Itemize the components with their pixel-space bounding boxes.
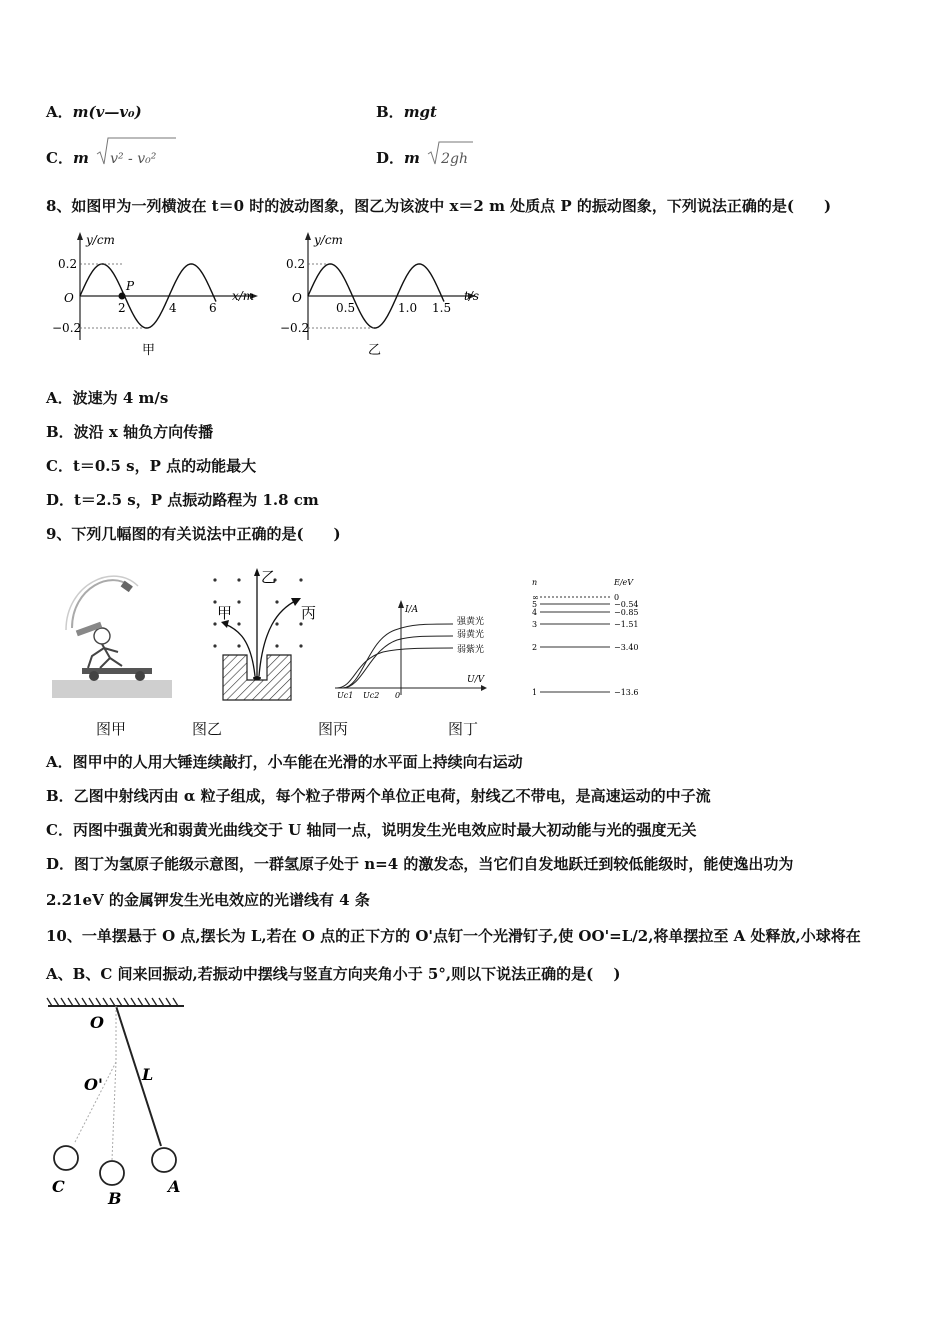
q10-stem-line1: 10、一单摆悬于 O 点,摆长为 L,若在 O 点的正下方的 O'点钉一个光滑钉子,使 OO'=L/2,将单摆拉至 A 处释放,小球将在 — [46, 927, 861, 945]
option-label: C． — [46, 149, 73, 167]
q8-option-b: B．波沿 x 轴负方向传播 — [46, 423, 214, 441]
field-dot — [275, 644, 278, 647]
t-tick-15: 1.5 — [432, 301, 452, 315]
origin-label: 0 — [395, 691, 401, 700]
level-n: 5 — [532, 600, 538, 609]
origin-label: O — [64, 291, 74, 305]
figure-caption: 乙 — [368, 343, 382, 358]
label-o-prime: O' — [84, 1075, 103, 1094]
field-dot — [213, 578, 216, 581]
uc1-label: Uc1 — [337, 691, 354, 700]
q8-figure-b — [278, 232, 498, 358]
string-b — [112, 1062, 116, 1160]
curve-weak-violet — [337, 648, 453, 688]
ceiling-hatch — [103, 998, 108, 1006]
option-text: m — [72, 149, 89, 167]
q7-option-a — [46, 102, 142, 122]
x-axis-label: t/s — [464, 289, 480, 303]
point-p-label: P — [126, 279, 135, 293]
ceiling-hatch — [54, 998, 59, 1006]
q9-option-a: A．图甲中的人用大锤连续敲打，小车能在光滑的水平面上持续向右运动 — [46, 753, 523, 771]
ceiling-hatch — [75, 998, 80, 1006]
label-yi: 乙 — [261, 568, 277, 586]
q7-option-c — [46, 148, 156, 169]
field-dot — [237, 622, 240, 625]
label-b: B — [108, 1189, 122, 1208]
level-energy: −13.6 — [614, 688, 639, 697]
t-tick-05: 0.5 — [336, 301, 356, 315]
origin-label: O — [292, 291, 302, 305]
x-tick-4: 4 — [169, 301, 177, 315]
point-p-marker — [119, 293, 126, 300]
option-text: m — [404, 149, 420, 167]
ceiling-hatch — [145, 998, 150, 1006]
ceiling-hatch — [61, 998, 66, 1006]
field-dot — [299, 578, 302, 581]
ceiling-hatch — [152, 998, 157, 1006]
caption-fig-yi: 图乙 — [192, 720, 223, 738]
sqrt-radicand: v² - v₀² — [110, 151, 157, 167]
label-jia: 甲 — [217, 604, 233, 622]
y-tick-top: 0.2 — [58, 257, 78, 271]
q9-figure-photoelectric — [335, 600, 495, 700]
label-o: O — [90, 1013, 104, 1032]
level-energy: 0 — [614, 593, 620, 602]
figure-caption: 甲 — [142, 343, 156, 358]
field-dot — [237, 600, 240, 603]
option-label: A． — [46, 103, 73, 121]
curve-strong-yellow — [343, 624, 453, 688]
ball-b — [100, 1161, 124, 1185]
x-tick-2: 2 — [118, 301, 126, 315]
level-energy: −0.54 — [614, 600, 639, 609]
label-l: L — [142, 1065, 154, 1084]
q9-option-b: B．乙图中射线丙由 α 粒子组成，每个粒子带两个单位正电荷，射线乙不带电，是高速运动的中子流 — [46, 787, 711, 805]
level-n: 2 — [532, 643, 538, 652]
field-dot — [299, 644, 302, 647]
option-label: D． — [376, 149, 405, 167]
curve-weak-yellow — [343, 636, 453, 688]
x-tick-6: 6 — [209, 301, 217, 315]
q7-option-d — [376, 148, 468, 169]
label-a: A — [168, 1177, 181, 1196]
sqrt-radicand: 2gh — [441, 151, 469, 167]
ceiling-hatch — [68, 998, 73, 1006]
ceiling-hatch — [166, 998, 171, 1006]
ceiling-hatch — [173, 998, 178, 1006]
label-strong-yellow: 强黄光 — [457, 617, 485, 627]
ceiling-hatch — [117, 998, 122, 1006]
q9-figure-energy-levels — [530, 575, 660, 705]
x-axis-label: U/V — [467, 675, 485, 685]
ceiling-hatch — [82, 998, 87, 1006]
q9-option-c: C．丙图中强黄光和弱黄光曲线交于 U 轴同一点，说明发生光电效应时最大初动能与光的强度无关 — [46, 821, 697, 839]
label-bing: 丙 — [301, 604, 317, 622]
ball-c — [54, 1146, 78, 1170]
ceiling-hatch — [47, 998, 52, 1006]
caption-fig-bing: 图丙 — [318, 720, 349, 738]
level-energy: −0.85 — [614, 608, 639, 617]
q9-figure-radiation — [205, 560, 330, 705]
col-n: n — [532, 578, 538, 587]
q10-pendulum-figure — [44, 996, 194, 1211]
option-text: m(v—v₀) — [72, 103, 142, 121]
field-dot — [275, 622, 278, 625]
field-dot — [213, 644, 216, 647]
ground — [52, 680, 172, 698]
y-axis-label: y/cm — [314, 233, 343, 247]
q7-option-b — [376, 102, 437, 122]
ceiling-hatch — [138, 998, 143, 1006]
field-dot — [213, 622, 216, 625]
q8-figure-a — [50, 232, 270, 358]
person-head — [94, 628, 110, 644]
level-n: ∞ — [532, 593, 539, 602]
q9-stem: 9、下列几幅图的有关说法中正确的是( ) — [46, 525, 341, 543]
y-axis-label: I/A — [405, 605, 419, 615]
col-e: E/eV — [614, 578, 634, 587]
y-axis-label: y/cm — [86, 233, 115, 247]
caption-fig-ding: 图丁 — [448, 720, 479, 738]
ceiling-hatch — [110, 998, 115, 1006]
x-axis-label: x/m — [232, 289, 255, 303]
q10-stem-line2: A、B、C 间来回振动,若振动中摆线与竖直方向夹角小于 5°,则以下说法正确的是( ) — [46, 965, 621, 983]
ceiling-hatch — [124, 998, 129, 1006]
field-dot — [237, 644, 240, 647]
q9-figure-hammer — [52, 558, 177, 703]
sqrt-sign-icon — [96, 136, 110, 166]
y-tick-bottom: −0.2 — [280, 321, 310, 335]
level-energy: −3.40 — [614, 643, 639, 652]
ceiling-hatch — [96, 998, 101, 1006]
q9-option-d-continued: 2.21eV 的金属钾发生光电效应的光谱线有 4 条 — [46, 891, 370, 909]
ball-a — [152, 1148, 176, 1172]
sqrt-bar — [108, 136, 178, 140]
field-dot — [237, 578, 240, 581]
label-c: C — [52, 1177, 65, 1196]
uc2-label: Uc2 — [363, 691, 380, 700]
q8-option-d: D．t＝2.5 s，P 点振动路程为 1.8 cm — [46, 491, 319, 509]
label-weak-yellow: 弱黄光 — [457, 630, 485, 640]
level-n: 1 — [532, 688, 538, 697]
sqrt-sign-icon — [427, 140, 477, 170]
level-energy: −1.51 — [614, 620, 639, 629]
y-tick-top: 0.2 — [286, 257, 306, 271]
level-n: 4 — [532, 608, 538, 617]
q8-stem: 8、如图甲为一列横波在 t＝0 时的波动图象，图乙为该波中 x＝2 m 处质点 P 的振动图象，下列说法正确的是( ) — [46, 197, 832, 215]
caption-fig-jia: 图甲 — [96, 720, 127, 738]
t-tick-10: 1.0 — [398, 301, 418, 315]
string-a — [116, 1006, 161, 1146]
q8-option-a: A．波速为 4 m/s — [46, 389, 169, 407]
label-weak-violet: 弱紫光 — [457, 645, 485, 655]
q9-option-d: D．图丁为氢原子能级示意图，一群氢原子处于 n=4 的激发态，当它们自发地跃迁到较低能级时，能使逸出功为 — [46, 855, 794, 873]
q8-option-c: C．t＝0.5 s，P 点的动能最大 — [46, 457, 257, 475]
option-text: mgt — [403, 103, 437, 121]
y-tick-bottom: −0.2 — [52, 321, 82, 335]
level-n: 3 — [532, 620, 538, 629]
ceiling-hatch — [131, 998, 136, 1006]
field-dot — [299, 622, 302, 625]
ceiling-hatch — [159, 998, 164, 1006]
field-dot — [275, 600, 278, 603]
ceiling-hatch — [89, 998, 94, 1006]
option-label: B． — [376, 103, 404, 121]
